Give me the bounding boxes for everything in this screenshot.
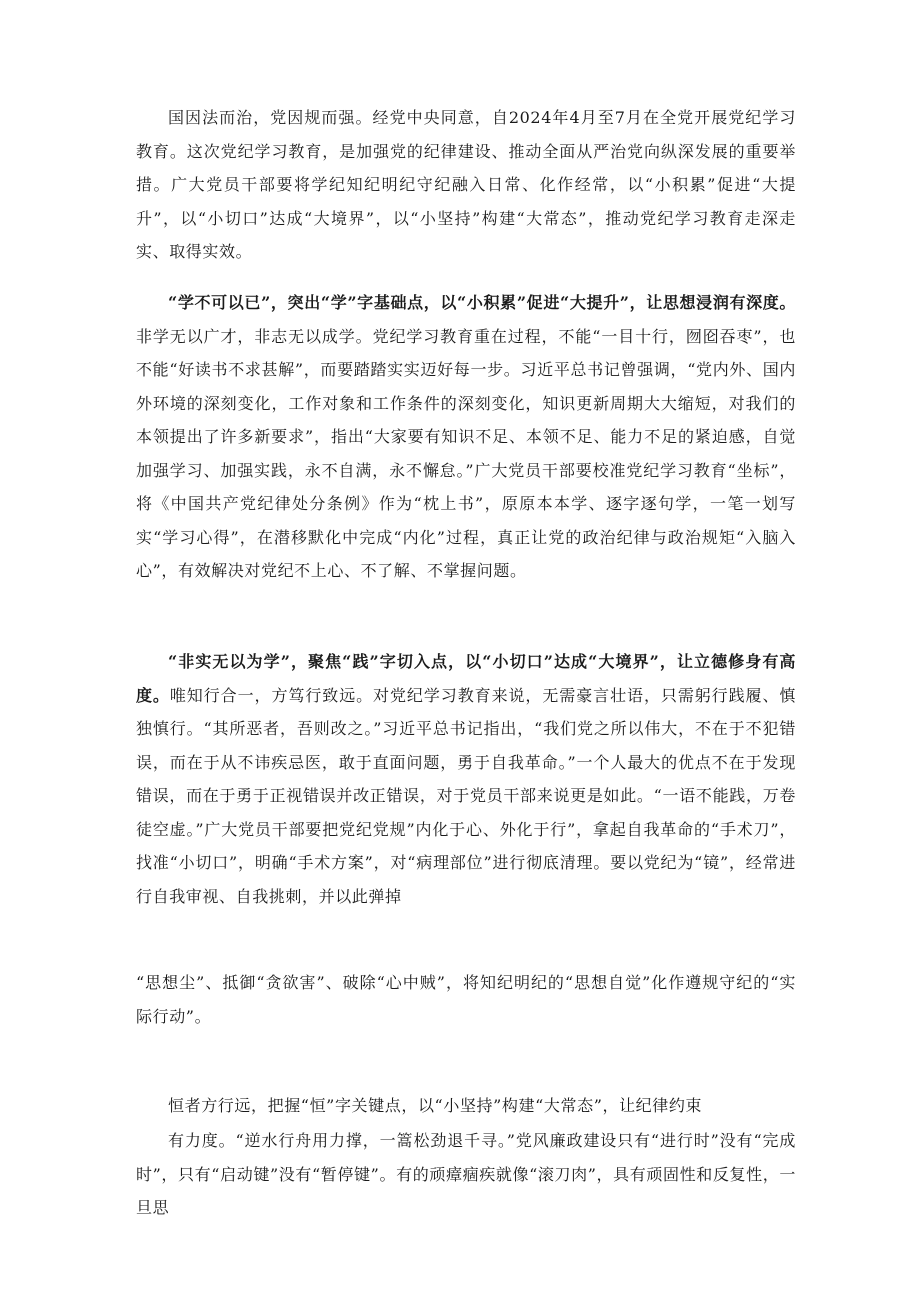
paragraph-practice: [136, 645, 796, 913]
paragraph-intro: 国因法而治，党因规而强。经党中央同意，自2024年4月至7月在全党开展党纪学习教育。这次党纪学习教育，是加强党的纪律建设、推动全面从严治党向纵深发展的重要举措。广大党员干部要将学纪知纪明纪守纪融入日常、化作经常，以“小积累”促进“大提升”，以“小切口”达成“大境界”，以“小坚持”构建“大常态”，推动党纪学习教育走深走实、取得实效。: [136, 108, 796, 261]
paragraph-persistence-body: 有力度。“逆水行舟用力撑，一篙松劲退千寻。”党风廉政建设只有“进行时”没有“完成时”，只有“启动键”没有“暂停键”。有的顽瘴痼疾就像“滚刀肉”，具有顽固性和反复性，一旦思: [136, 1131, 796, 1217]
paragraph-study: [136, 286, 796, 588]
paragraph-persistence-heading: 恒者方行远，把握“恒”字关键点，以“小坚持”构建“大常态”，让纪律约束: [168, 1096, 703, 1115]
paragraph-practice-heading: “非实无以为学”，聚焦“践”字切入点，以“小切口”达成“大境界”，让立德修身有高度。: [136, 652, 796, 705]
paragraph-continuation: “思想尘”、抵御“贪欲害”、破除“心中贼”，将知纪明纪的“思想自觉”化作遵规守纪的“实际行动”。: [136, 973, 796, 1026]
paragraph-study-body: 非学无以广才，非志无以成学。党纪学习教育重在过程，不能“一目十行，囫囵吞枣”，也不能“好读书不求甚解”，而要踏踏实实迈好每一步。习近平总书记曾强调，“党内外、国内外环境的深刻变化，工作对象和工作条件的深刻变化，知识更新周期大大缩短，对我们的本领提出了许多新要求”，指出“大家要有知识不足、本领不足、能力不足的紧迫感，自觉加强学习、加强实践，永不自满，永不懈怠。”广大党员干部要校准党纪学习教育“坐标”，将《中国共产党纪律处分条例》作为“枕上书”，原原本本学、逐字逐句学，一笔一划写实“学习心得”，在潜移默化中完成“内化”过程，真正让党的政治纪律与政治规矩“入脑入心”，有效解决对党纪不上心、不了解、不掌握问题。: [136, 326, 796, 580]
paragraph-practice-body: 唯知行合一，方笃行致远。对党纪学习教育来说，无需豪言壮语，只需躬行践履、慎独慎行。“其所恶者，吾则改之。”习近平总书记指出，“我们党之所以伟大，不在于不犯错误，而在于从不讳疾忌医，敢于直面问题，勇于自我革命。”一个人最大的优点不在于发现错误，而在于勇于正视错误并改正错误，对于党员干部来说更是如此。“一语不能践，万卷徒空虚。”广大党员干部要把党纪党规”内化于心、外化于行”，拿起自我革命的“手术刀”，找准“小切口”，明确“手术方案”，对“病理部位”进行彻底清理。要以党纪为“镜”，经常进行自我审视、自我挑刺，并以此弹掉: [136, 685, 797, 906]
paragraph-study-heading: “学不可以已”，突出“学”字基础点，以“小积累”促进“大提升”，让思想浸润有深度。: [168, 293, 796, 312]
